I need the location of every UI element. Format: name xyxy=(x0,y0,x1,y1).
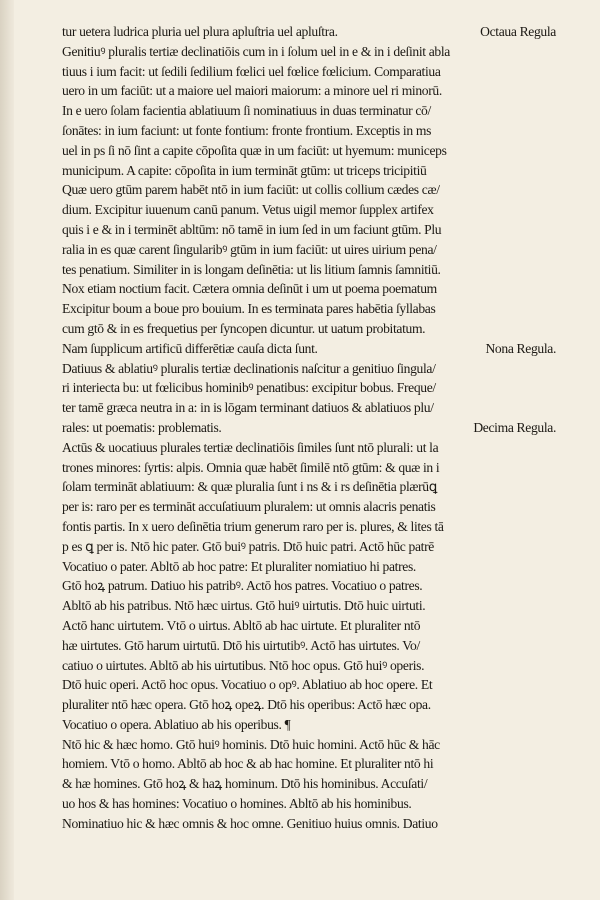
text-line xyxy=(62,180,556,200)
line-text: hæ uirtutes. Gtō harum uirtutū. Dtō his uirtutibꝰ. Actō has uirtutes. Vo/ xyxy=(62,637,420,653)
line-text: ſolam termināt ablatiuum: & quæ pluralia ſunt i ns & i rs deſinētia plærūꝗ xyxy=(62,479,437,495)
text-line xyxy=(62,22,556,42)
line-text: dium. Excipitur iuuenum canū panum. Vetus uigil memor ſupplex artifex xyxy=(62,202,434,218)
line-text: Nam ſupplicum artificū differētiæ cauſa dicta ſunt. xyxy=(62,340,318,356)
line-text: homiem. Vtō o homo. Abltō ab hoc & ab hac homine. Et pluraliter ntō hi xyxy=(62,756,434,772)
line-text: ſonātes: in ium faciunt: ut fonte fontium: fronte frontium. Exceptis in ms xyxy=(62,122,432,138)
text-line xyxy=(62,418,556,438)
line-text: fontis partis. In x uero deſinētia trium generum raro per is. plures, & lites tā xyxy=(62,518,444,534)
line-text: ralia in es quæ carent ſingularibꝰ gtūm in ium faciūt: ut uires uirium pena/ xyxy=(62,241,437,257)
line-text: Gtō hoꝝ patrum. Datiuo his patribꝰ. Actō hos patres. Vocatiuo o patres. xyxy=(62,578,423,594)
text-line xyxy=(62,754,556,774)
text-line xyxy=(62,141,556,161)
text-line xyxy=(62,438,556,458)
text-line xyxy=(62,576,556,596)
text-line xyxy=(62,636,556,656)
line-text: catiuo o uirtutes. Abltō ab his uirtutibus. Ntō hoc opus. Gtō huiꝰ operis. xyxy=(62,657,425,673)
text-line xyxy=(62,774,556,794)
line-text: ri interiecta bu: ut fœlicibus hominibꝰ penatibus: excipitur bobus. Freque/ xyxy=(62,380,436,396)
line-text: Vocatiuo o pater. Abltō ab hoc patre: Et pluraliter nomiatiuo hi patres. xyxy=(62,558,416,574)
text-line xyxy=(62,279,556,299)
text-line xyxy=(62,675,556,695)
line-text: Actūs & uocatiuus plurales tertiæ declinatiōis ſimiles ſunt ntō plurali: ut la xyxy=(62,439,439,455)
text-line xyxy=(62,656,556,676)
text-line xyxy=(62,458,556,478)
rule-heading: Nona Regula. xyxy=(485,340,556,356)
line-text: per is: raro per es termināt accuſatiuum pluralem: ut omnis alacris penatis xyxy=(62,499,436,515)
line-text: Ntō hic & hæc homo. Gtō huiꝰ hominis. Dtō huic homini. Actō hūc & hāc xyxy=(62,736,440,752)
text-line xyxy=(62,200,556,220)
line-text: & hæ homines. Gtō hoꝝ & haꝝ hominum. Dtō his hominibus. Accuſati/ xyxy=(62,776,428,792)
text-line xyxy=(62,359,556,379)
line-text: In e uero ſolam facientia ablatiuum ſi nominatiuus in duas terminatur cō/ xyxy=(62,103,431,119)
text-line xyxy=(62,537,556,557)
text-line xyxy=(62,735,556,755)
text-line xyxy=(62,42,556,62)
line-text: ter tamē græca neutra in a: in is lōgam terminant datiuos & ablatiuos plu/ xyxy=(62,400,434,416)
line-text: uero in um faciūt: ut a maiore uel maiori maiorum: a minore uel ri minorū. xyxy=(62,83,442,99)
line-text: Nominatiuo hic & hæc omnis & hoc omne. Genitiuo huius omnis. Datiuo xyxy=(62,815,438,831)
line-text: Quæ uero gtūm parem habēt ntō in ium faciūt: ut collis collium cædes cæ/ xyxy=(62,182,440,198)
line-text: Abltō ab his patribus. Ntō hæc uirtus. Gtō huiꝰ uirtutis. Dtō huic uirtuti. xyxy=(62,598,426,614)
text-line xyxy=(62,319,556,339)
line-text: Dtō huic operi. Actō hoc opus. Vocatiuo o opꝰ. Ablatiuo ab hoc opere. Et xyxy=(62,677,433,693)
text-line xyxy=(62,260,556,280)
line-text: Nox etiam noctium facit. Cætera omnia deſinūt i um ut poema poematum xyxy=(62,281,437,297)
line-text: Genitiuꝰ pluralis tertiæ declinatiōis cum in i ſolum uel in e & in i deſinit abla xyxy=(62,43,450,59)
text-line xyxy=(62,477,556,497)
text-line xyxy=(62,339,556,359)
text-line xyxy=(62,81,556,101)
line-text: Excipitur boum a boue pro bouium. In es terminata pares habētia ſyllabas xyxy=(62,301,436,317)
line-text: tiuus i ium facit: ut ſedili ſedilium fœlici uel fœlice fœlicium. Comparatiua xyxy=(62,63,441,79)
line-text: cum gtō & in es frequetius per ſyncopen dicuntur. ut uatum probitatum. xyxy=(62,320,426,336)
text-line xyxy=(62,557,556,577)
text-line xyxy=(62,497,556,517)
text-line xyxy=(62,299,556,319)
text-line xyxy=(62,62,556,82)
text-line xyxy=(62,814,556,834)
text-line xyxy=(62,101,556,121)
line-text: tur uetera ludrica pluria uel plura apluſtria uel apluſtra. xyxy=(62,24,338,39)
rule-heading: Octaua Regula xyxy=(480,24,556,39)
text-line xyxy=(62,517,556,537)
text-line xyxy=(62,794,556,814)
line-text: uel in ps ſi nō ſint a capite cōpoſita quæ in um faciūt: ut hyemum: municeps xyxy=(62,142,447,158)
text-line xyxy=(62,240,556,260)
line-text: quis i e & in i terminēt abltūm: nō tamē in ium ſed in um faciunt gtūm. Plu xyxy=(62,221,442,237)
page-gutter xyxy=(0,0,14,900)
text-line xyxy=(62,220,556,240)
line-text: p es ꝗ per is. Ntō hic pater. Gtō buiꝰ patris. Dtō huic patri. Actō hūc patrē xyxy=(62,538,434,554)
line-text: tes penatium. Similiter in is longam deſinētia: ut lis litium ſamnis ſamnitiū. xyxy=(62,261,441,277)
text-line xyxy=(62,616,556,636)
text-line xyxy=(62,715,556,735)
text-line xyxy=(62,596,556,616)
line-text: Vocatiuo o opera. Ablatiuo ab his operibus. ¶ xyxy=(62,716,291,732)
line-text: municipum. A capite: cōpoſita in ium termināt gtūm: ut triceps tricipitiū xyxy=(62,162,427,178)
text-line xyxy=(62,121,556,141)
line-text: uo hos & has homines: Vocatiuo o homines. Abltō ab his hominibus. xyxy=(62,796,412,812)
line-text: Actō hanc uirtutem. Vtō o uirtus. Abltō ab hac uirtute. Et pluraliter ntō xyxy=(62,617,421,633)
line-text: Datiuus & ablatiuꝰ pluralis tertiæ declinationis naſcitur a genitiuo ſingula/ xyxy=(62,360,436,376)
line-text: rales: ut poematis: problematis. xyxy=(62,419,222,435)
text-line xyxy=(62,378,556,398)
rule-heading: Decima Regula. xyxy=(473,419,556,435)
text-block xyxy=(62,22,556,834)
line-text: trones minores: ſyrtis: alpis. Omnia quæ habēt ſimilē ntō gtūm: & quæ in i xyxy=(62,459,440,475)
line-text: pluraliter ntō hæc opera. Gtō hoꝝ opeꝝ. Dtō his operibus: Actō hæc opa. xyxy=(62,697,431,713)
text-line xyxy=(62,398,556,418)
text-line xyxy=(62,161,556,181)
text-line xyxy=(62,695,556,715)
